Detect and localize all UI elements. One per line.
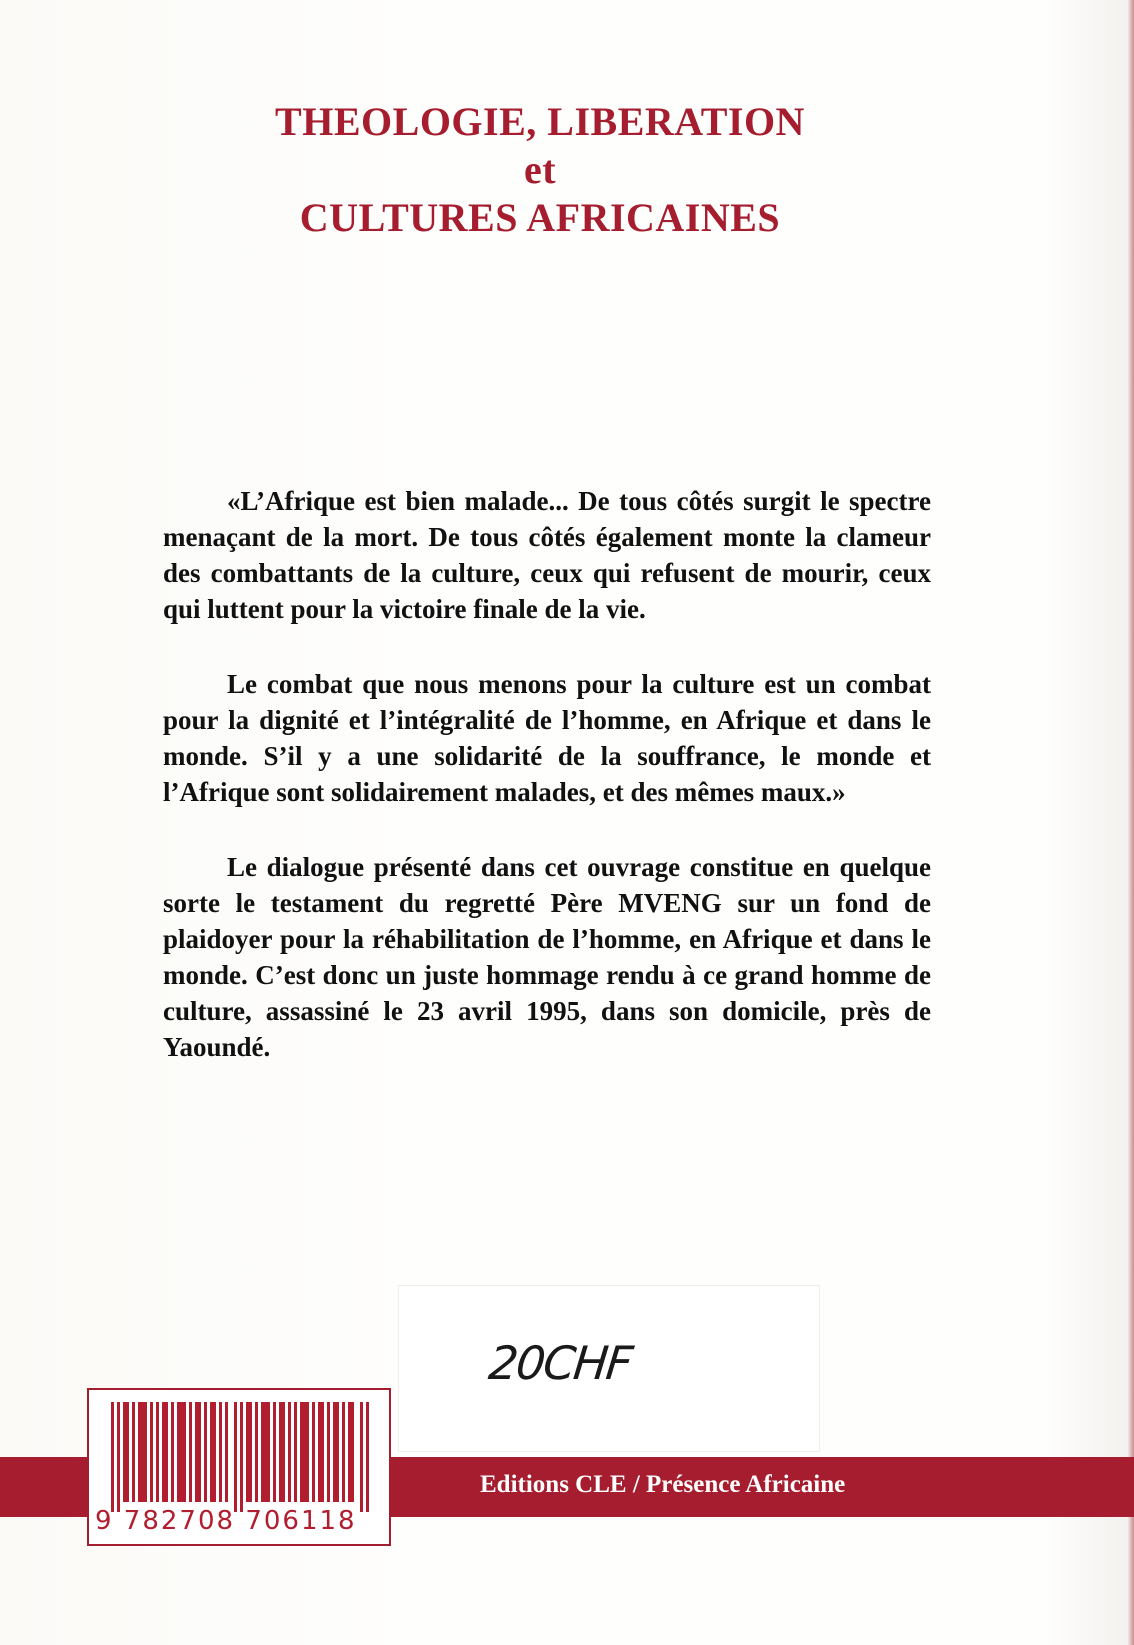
blurb-paragraph-description: Le dialogue présenté dans cet ouvrage constitue en quelque sorte le testament du regretté Père MVENG sur un fond de plaidoyer pour la réhabilitation de l’homme, en Afrique et dans le monde. C’est donc un juste hommage rendu à ce grand homme de culture, assassiné le 23 avril 1995, dans son domicile, près de Yaoundé. xyxy=(163,852,931,1062)
blurb-paragraph-quote-2: Le combat que nous menons pour la culture est un combat pour la dignité et l’intégralité de l’homme, en Afrique et dans le monde. S’il y a une solidarité de la souffrance, le monde et l’Afrique sont solidairement malades, et des mêmes maux.» xyxy=(163,669,931,807)
blurb xyxy=(163,483,931,1104)
price-sticker xyxy=(398,1285,820,1452)
title-line-1: THEOLOGIE, LIBERATION xyxy=(275,99,805,144)
isbn-number: 9 782708 706118 xyxy=(95,1506,357,1536)
title-line-2: et xyxy=(523,147,557,192)
barcode-bars xyxy=(111,1402,369,1512)
handwritten-price: 20CHF xyxy=(486,1336,634,1390)
title-line-3: CULTURES AFRICAINES xyxy=(299,195,781,240)
isbn-barcode xyxy=(87,1388,391,1546)
blurb-paragraph-quote-1: «L’Afrique est bien malade... De tous côtés surgit le spectre menaçant de la mort. De tous côtés également monte la clameur des combattants de la culture, ceux qui refusent de mourir, ceux qui luttent pour la victoire finale de la vie. xyxy=(163,486,931,624)
publisher-name: Editions CLE / Présence Africaine xyxy=(480,1471,846,1498)
book-title xyxy=(180,98,900,242)
cover-edge xyxy=(1128,0,1134,1645)
